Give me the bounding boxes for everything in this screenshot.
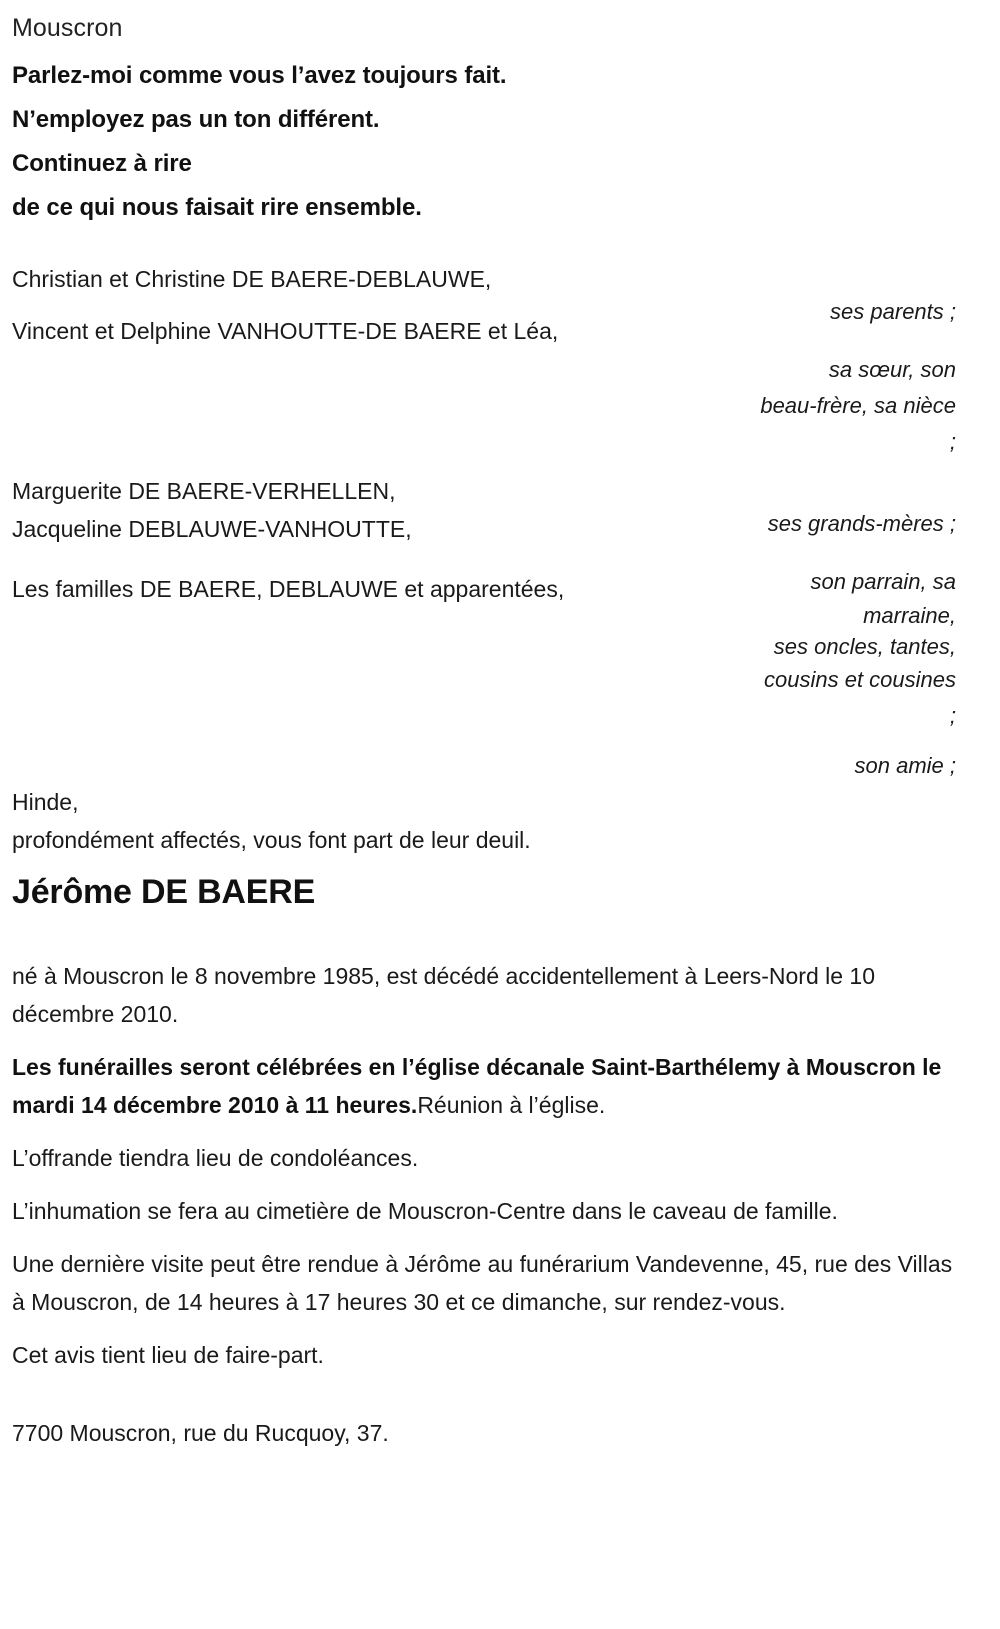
family-name-sister-couple: Vincent et Delphine VANHOUTTE-DE BAERE et Léa, — [12, 318, 559, 344]
spacer — [656, 260, 956, 294]
spacer — [12, 298, 692, 312]
spacer — [12, 608, 692, 783]
family-name-relatives: Les familles DE BAERE, DEBLAUWE et apparentées, — [12, 576, 565, 602]
family-closing-line: profondément affectés, vous font part de leur deuil. — [12, 827, 531, 853]
funeral-regular-text: Réunion à l’église. — [417, 1092, 606, 1118]
spacer — [12, 548, 692, 570]
spacer — [656, 734, 956, 748]
family-name-parents-1: Christian et Christine DE BAERE-DEBLAUWE, — [12, 266, 492, 292]
visit-paragraph: Une dernière visite peut être rendue à Jérôme au funérarium Vandevenne, 45, rue des Villas à Mouscron, de 14 heures à 17 heures 30 et ce dimanche, sur rendez-vous. — [12, 1251, 953, 1315]
funeral-bold-text: Les funérailles seront célébrées en l’église décanale Saint-Barthélemy à Mouscron le mardi 14 décembre 2010 à 11 heures. — [12, 1054, 942, 1118]
spacer — [12, 350, 692, 410]
relationship-column — [656, 260, 956, 784]
relationship-sister-line-1: sa sœur, son — [828, 357, 956, 382]
relationship-cousins: cousins et cousines — [764, 667, 956, 692]
address-line: 7700 Mouscron, rue du Rucquoy, 37. — [12, 1420, 389, 1446]
spacer — [12, 410, 692, 472]
details-block — [12, 957, 956, 1452]
epigraph-block — [12, 54, 956, 230]
relationship-extended-semicolon: ; — [949, 703, 956, 728]
epigraph-line-4: de ce qui nous faisait rire ensemble. — [12, 194, 422, 221]
family-name-grandmother-1: Marguerite DE BAERE-VERHELLEN, — [12, 478, 396, 504]
offering-paragraph: L’offrande tiendra lieu de condoléances. — [12, 1145, 419, 1171]
family-name-friend: Hinde, — [12, 789, 79, 815]
family-name-grandmother-2: Jacqueline DEBLAUWE-VANHOUTTE, — [12, 516, 412, 542]
spacer — [656, 542, 956, 564]
relationship-godparents-line-1: son parrain, sa — [810, 569, 956, 594]
relationship-sister-semicolon: ; — [949, 429, 956, 454]
funeral-paragraph — [12, 1048, 956, 1124]
relationship-uncles-aunts: ses oncles, tantes, — [773, 634, 956, 659]
deceased-name: Jérôme DE BAERE — [12, 873, 316, 911]
family-block — [12, 260, 956, 821]
spacer — [656, 460, 956, 506]
relationship-grandmothers: ses grands-mères ; — [767, 511, 956, 536]
epigraph-line-1: Parlez-moi comme vous l’avez toujours fait. — [12, 62, 507, 89]
locality-label: Mouscron — [12, 14, 123, 42]
relationship-friend: son amie ; — [854, 753, 956, 778]
birth-death-paragraph: né à Mouscron le 8 novembre 1985, est décédé accidentellement à Leers-Nord le 10 décembre 2010. — [12, 963, 876, 1027]
notice-paragraph: Cet avis tient lieu de faire-part. — [12, 1342, 324, 1368]
relationship-sister-line-2: beau-frère, sa nièce — [760, 393, 956, 418]
relationship-parents: ses parents ; — [830, 299, 956, 324]
epigraph-line-2: N’employez pas un ton différent. — [12, 106, 380, 133]
family-names-column — [12, 260, 692, 821]
epigraph-line-3: Continuez à rire — [12, 150, 192, 177]
burial-paragraph: L’inhumation se fera au cimetière de Mouscron-Centre dans le caveau de famille. — [12, 1198, 838, 1224]
spacer — [656, 330, 956, 352]
relationship-godparents-line-2: marraine, — [863, 603, 956, 628]
